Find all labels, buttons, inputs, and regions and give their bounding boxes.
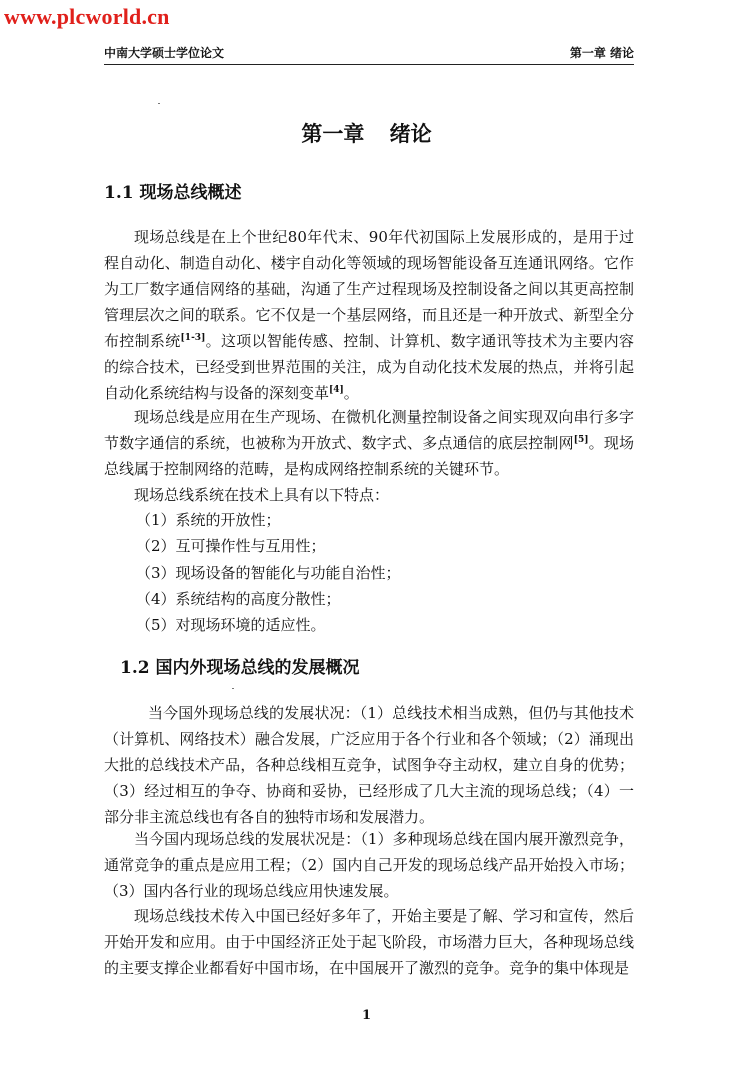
scan-speck (158, 103, 160, 104)
paragraph-overview-1: 现场总线是在上个世纪80年代末、90年代初国际上发展形成的，是用于过程自动化、制造自动化、楼宇自动化等领域的现场智能设备互连通讯网络。它作为工厂数字通信网络的基础，沟通了生产过程现场及控制设备之间以其更高控制管理层次之间的联系。它不仅是一个基层网络，而且还是一种开放式、新型全分布控制系统[1-3]。这项以智能传感、控制、计算机、数字通讯等技术为主要内容的综合技术，已经受到世界范围的关注，成为自动化技术发展的热点，并将引起自动化系统结构与设备的深刻变革[4]。 (104, 228, 634, 402)
list-item: （2）互可操作性与互用性； (136, 537, 326, 556)
citation-1-3: [1-3] (180, 333, 206, 343)
list-item: （4）系统结构的高度分散性； (136, 589, 341, 608)
header-rule (104, 64, 634, 65)
watermark-url[interactable]: www.plcworld.cn (4, 4, 170, 29)
list-item: （5）对现场环境的适应性。 (136, 616, 326, 635)
chapter-title: 第一章 绪论 (301, 121, 432, 146)
running-header (104, 44, 634, 61)
paragraph-domestic-status: 当今国内现场总线的发展状况是：（1）多种现场总线在国内展开激烈竞争，通常竞争的重点是应用工程；（2）国内自己开发的现场总线产品开始投入市场；（3）国内各行业的现场总线应用快速发展。 (104, 830, 634, 900)
citation-4: [4] (329, 385, 344, 395)
page-number: 1 (361, 1008, 372, 1023)
paragraph-overview-2: 现场总线是应用在生产现场、在微机化测量控制设备之间实现双向串行多字节数字通信的系统，也被称为开放式、数字式、多点通信的底层控制网[5]。现场总线属于控制网络的范畴，是构成网络控制系统的关键环节。 (104, 408, 634, 478)
scan-speck (232, 688, 234, 689)
section-heading-1-1: 1.1 现场总线概述 (104, 183, 242, 203)
list-item: （3）现场设备的智能化与功能自治性； (136, 563, 401, 582)
citation-5: [5] (573, 435, 589, 445)
section-heading-1-2: 1.2 国内外现场总线的发展概况 (120, 658, 360, 678)
paragraph-features-intro: 现场总线系统在技术上具有以下特点： (134, 486, 390, 504)
paragraph-foreign-status: 当今国外现场总线的发展状况：（1）总线技术相当成熟，但仍与其他技术（计算机、网络技术）融合发展，广泛应用于各个行业和各个领域；（2）涌现出大批的总线技术产品，各种总线相互竞争，试图争夺主动权，建立自身的优势；（3）经过相互的争夺、协商和妥协，已经形成了几大主流的现场总线；（4）一部分非主流总线也有各自的独特市场和发展潜力。 (104, 704, 634, 826)
list-item: （1）系统的开放性； (136, 511, 281, 529)
header-thesis-title: 中南大学硕士学位论文 (104, 46, 225, 60)
paragraph-china-market: 现场总线技术传入中国已经好多年了，开始主要是了解、学习和宣传，然后开始开发和应用。由于中国经济正处于起飞阶段，市场潜力巨大，各种现场总线的主要支撑企业都看好中国市场，在中国展开了激烈的竞争。竞争的集中体现是 (104, 907, 634, 977)
feature-list (136, 507, 401, 638)
header-chapter-name: 第一章 绪论 (569, 46, 634, 60)
